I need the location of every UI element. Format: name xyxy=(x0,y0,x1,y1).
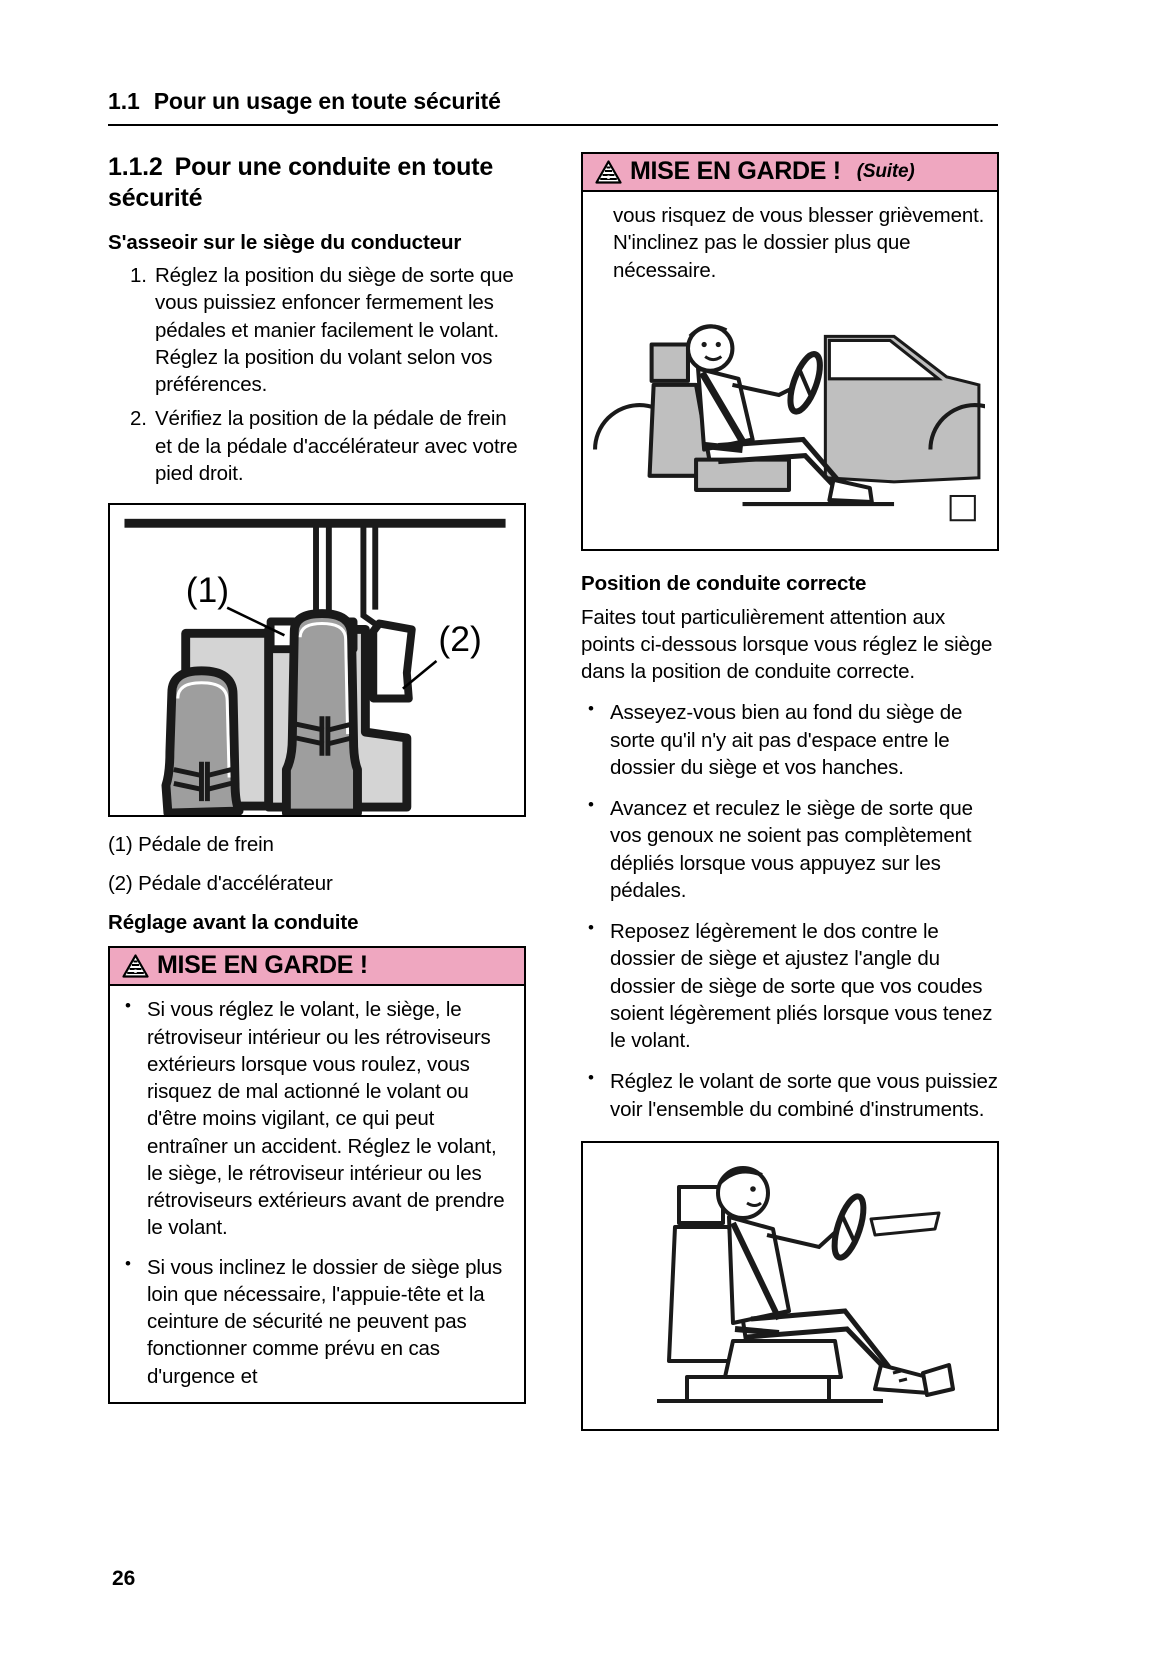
list-item: • Avancez et reculez le siège de sorte que vos genoux ne soient pas complètement dépliés lorsque vous appuyez sur les pédales. xyxy=(581,795,999,904)
section-title-text: Pour une conduite en toute sécurité xyxy=(108,153,494,212)
driving-position-bullet-list xyxy=(581,699,999,1123)
warning-bullet-list xyxy=(118,996,512,1390)
running-head-title: Pour un usage en toute sécurité xyxy=(153,88,501,114)
warning-triangle-icon xyxy=(122,954,149,978)
list-item: • Réglez le volant de sorte que vous puissiez voir l'ensemble du combiné d'instruments. xyxy=(581,1068,999,1123)
warning-body xyxy=(110,986,524,1402)
warning-box-right-continued xyxy=(581,152,999,551)
warning-continued-text: vous risquez de vous blesser grièvement. N'inclinez pas le dossier plus que nécessaire. xyxy=(613,204,985,282)
list-item: Vérifiez la position de la pédale de frein et de la pédale d'accélérateur avec votre pied droit. xyxy=(155,407,518,485)
running-head xyxy=(108,88,998,126)
warning-bar xyxy=(110,948,524,986)
figure-correct-posture xyxy=(581,1141,999,1431)
seating-steps-list xyxy=(108,262,526,487)
figure-callout-2: (2) xyxy=(438,619,482,660)
figure-caption-1: (1) Pédale de frein xyxy=(108,833,274,857)
subheading-seating: S'asseoir sur le siège du conducteur xyxy=(108,230,462,254)
section-title xyxy=(108,152,526,214)
warning-body xyxy=(583,192,997,549)
driver-reclined-illustration xyxy=(591,298,985,530)
intro-paragraph: Faites tout particulièrement attention aux points ci-dessous lorsque vous réglez le siège dans la position de conduite correcte. xyxy=(581,605,993,684)
two-column-layout xyxy=(108,152,1000,1431)
subheading-correct-driving-position: Position de conduite correcte xyxy=(581,572,867,596)
warning-box-left xyxy=(108,946,526,1404)
list-item: • Si vous inclinez le dossier de siège plus loin que nécessaire, l'appuie-tête et la ceinture de sécurité ne peuvent pas fonctionner comme prévu en cas d'urgence et xyxy=(118,1254,512,1390)
figure-callout-1: (1) xyxy=(185,569,230,610)
left-column xyxy=(108,152,526,1431)
warning-triangle-icon xyxy=(595,160,622,184)
subheading-pre-drive-adjustment: Réglage avant la conduite xyxy=(108,910,359,934)
running-head-number: 1.1 xyxy=(108,88,140,114)
figure-pedals xyxy=(108,503,526,817)
list-item: • Reposez légèrement le dos contre le dossier de siège et ajustez l'angle du dossier de siège de sorte que vos coudes soient légèrement pliés lorsque vous tenez le volant. xyxy=(581,918,999,1054)
warning-title: MISE EN GARDE ! xyxy=(157,951,368,980)
figure-caption-2: (2) Pédale d'accélérateur xyxy=(108,872,333,896)
page-number: 26 xyxy=(112,1567,136,1590)
right-column xyxy=(581,152,999,1431)
warning-suffix: (Suite) xyxy=(856,161,915,182)
correct-posture-illustration xyxy=(583,1143,997,1429)
list-item: Réglez la position du siège de sorte que vous puissiez enfoncer fermement les pédales et manier facilement le volant. Réglez la position du volant selon vos préférences. xyxy=(155,264,514,397)
figure-seated-driver-warning xyxy=(591,298,985,535)
list-item: • Si vous réglez le volant, le siège, le rétroviseur intérieur ou les rétroviseurs extérieurs lorsque vous roulez, vous risquez de mal actionné le volant ou d'être moins vigilant, ce qui peut entraîner un accident. Réglez le volant, le siège, le rétroviseur intérieur ou les rétroviseurs extérieurs avant de prendre le volant. xyxy=(118,996,512,1241)
section-number: 1.1.2 xyxy=(108,153,163,181)
pedals-illustration xyxy=(110,505,524,815)
warning-title: MISE EN GARDE ! xyxy=(630,157,841,185)
list-item: • Asseyez-vous bien au fond du siège de sorte qu'il n'y ait pas d'espace entre le dossier du siège et vos hanches. xyxy=(581,699,999,781)
warning-bar xyxy=(583,154,997,192)
